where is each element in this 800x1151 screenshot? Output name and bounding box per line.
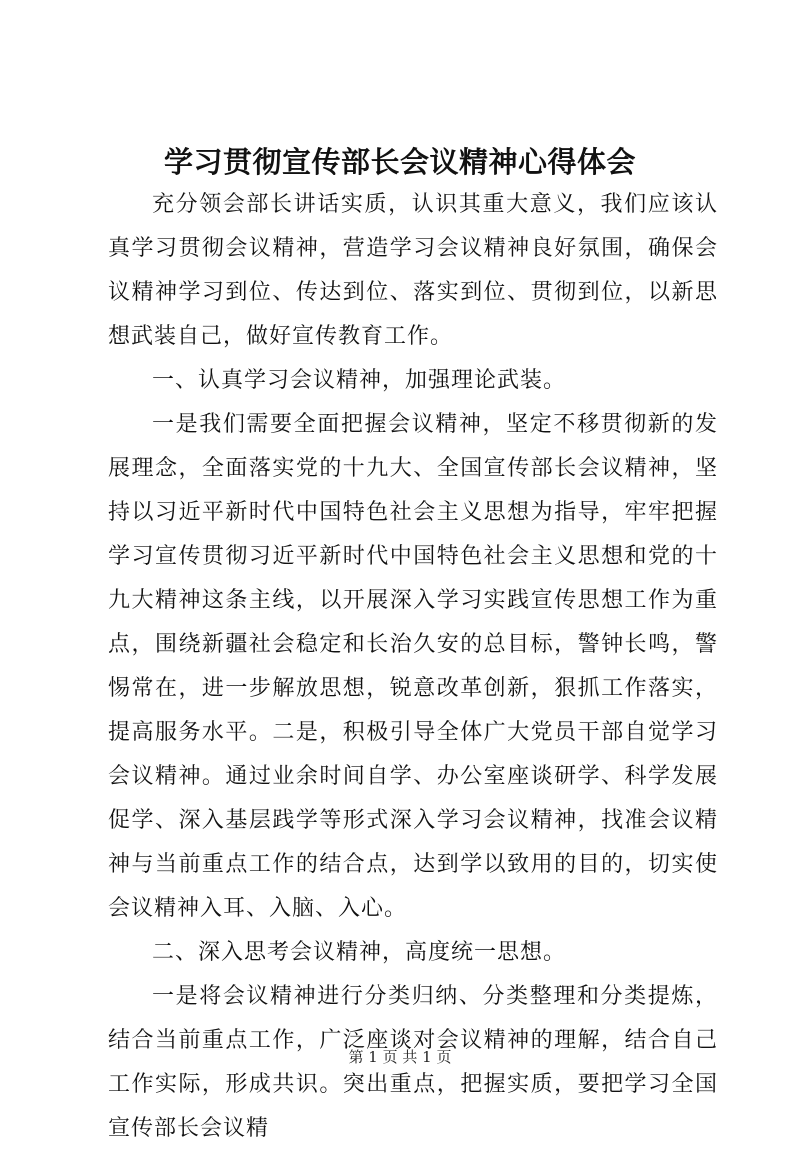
page-number-footer: 第 1 页 共 1 页: [348, 1048, 452, 1066]
document-body: [108, 183, 718, 1151]
document-title: 学习贯彻宣传部长会议精神心得体会: [163, 145, 636, 179]
section-heading-2: 二、深入思考会议精神，高度统一思想。: [152, 940, 567, 965]
section-heading-1: 一、认真学习会议精神，加强理论武装。: [152, 368, 567, 393]
paragraph-section-1: 一是我们需要全面把握会议精神，坚定不移贯彻新的发展理念，全面落实党的十九大、全国宣传部长会议精神，坚持以习近平新时代中国特色社会主义思想为指导，牢牢把握学习宣传贯彻习近平新时代中国特色社会主义思想和党的十九大精神这条主线，以开展深入学习实践宣传思想工作为重点，围绕新疆社会稳定和长治久安的总目标，警钟长鸣，警惕常在，进一步解放思想，锐意改革创新，狠抓工作落实，提高服务水平。二是，积极引导全体广大党员干部自觉学习会议精神。通过业余时间自学、办公室座谈研学、科学发展促学、深入基层践学等形式深入学习会议精神，找准会议精神与当前重点工作的结合点，达到学以致用的目的，切实使会议精神入耳、入脑、入心。: [108, 412, 718, 921]
paragraph-intro: 充分领会部长讲话实质，认识其重大意义，我们应该认真学习贯彻会议精神，营造学习会议精神良好氛围，确保会议精神学习到位、传达到位、落实到位、贯彻到位，以新思想武装自己，做好宣传教育工作。: [108, 192, 718, 349]
paragraph-section-2: 一是将会议精神进行分类归纳、分类整理和分类提炼，结合当前重点工作，广泛座谈对会议精神的理解，结合自己工作实际，形成共识。突出重点，把握实质，要把学习全国宣传部长会议精: [108, 984, 718, 1141]
